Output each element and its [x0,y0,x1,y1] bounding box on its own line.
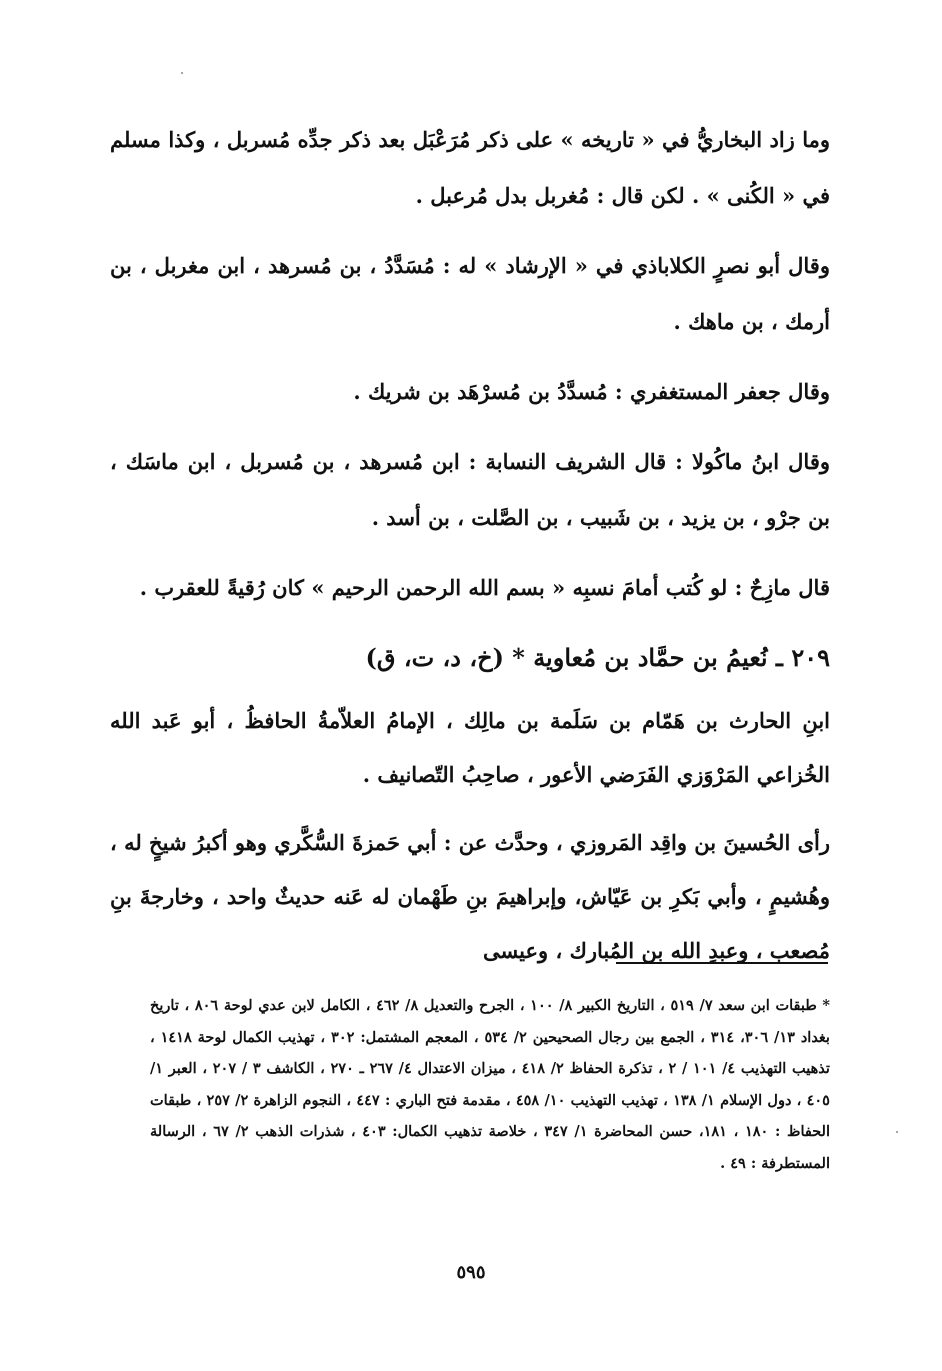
footnote-sources: * طبقات ابن سعد ٧/ ٥١٩ ، التاريخ الكبير ٨/ ١٠٠ ، الجرح والتعديل ٨/ ٤٦٢ ، الكامل لابن عدي لوحة ٨٠٦ ، تاريخ بغداد ١٣/ ٣٠٦، ٣١٤ ، الجمع بين رجال الصحيحين ٢/ ٥٣٤ ، المعجم المشتمل: ٣٠٢ ، تهذيب الكمال لوحة ١٤١٨ ، تذهيب التهذيب ٤/ ١٠١ / ٢ ، تذكرة الحفاظ ٢/ ٤١٨ ، ميزان الاعتدال ٤/ ٢٦٧ ـ ٢٧٠ ، الكاشف ٣ / ٢٠٧ ، العبر ١/ ٤٠٥ ، دول الإسلام ١/ ١٣٨ ، تهذيب التهذيب ١٠/ ٤٥٨ ، مقدمة فتح الباري : ٤٤٧ ، النجوم الزاهرة ٢/ ٢٥٧ ، طبقات الحفاظ : ١٨٠ ، ١٨١، حسن المحاضرة ١/ ٣٤٧ ، خلاصة تذهيب الكمال: ٤٠٣ ، شذرات الذهب ٢/ ٦٧ ، الرسالة المستطرفة : ٤٩ . [150,997,830,1172]
paragraph-bukhari-note: وما زاد البخاريُّ في « تاريخه » على ذكر مُرَعْبَل بعد ذكر جدِّه مُسربل ، وكذا مسلم في « الكُنى » . لكن قال : مُغربل بدل مُرعبل . [110,127,830,208]
entry-teachers-paragraph: رأى الحُسينَ بن واقِد المَروزي ، وحدَّث عن : أبي حَمزةَ السُّكَّري وهو أكبرُ شيخٍ له ، وهُشيمٍ ، وأبي بَكرِ بن عَيّاش، وإبراهيمَ بنِ طَهْمان له عَنه حديثٌ واحد ، وخارجةَ بنِ مُصعب ، وعبدِ الله بن المُبارك ، وعيسى [110,830,830,963]
entry-lineage-paragraph: ابنِ الحارث بن هَمّام بن سَلَمة بن مالِك ، الإمامُ العلاّمةُ الحافظُ ، أبو عَبد الله الخُزاعي المَرْوَزي الفَرَضي الأعور ، صاحِبُ التّصانيف . [110,708,830,787]
page-number: ٥٩٥ [456,1262,486,1283]
paragraph-kalabadhi-note: وقال أبو نصرٍ الكلاباذي في « الإرشاد » له : مُسَدَّدُ ، بن مُسرهد ، ابن مغربل ، بن أرمك ، بن ماهك . [110,253,830,334]
paragraph-joke-note: قال مازِحٌ : لو كُتب أمامَ نسبِه « بسم الله الرحمن الرحيم » كان رُقيةً للعقرب . [139,575,830,600]
entry-heading: ٢٠٩ ـ نُعيمُ بن حمَّاد بن مُعاوية * (خ، د، ت، ق) [365,643,830,672]
footnote-divider [616,962,828,964]
paragraph-mustaghfiri-note: وقال جعفر المستغفري : مُسدَّدُ بن مُسرْهَد بن شريك . [353,379,830,404]
scan-speck [181,72,183,74]
main-text-block [110,112,830,992]
scan-speck [896,1131,898,1133]
paragraph-ibn-makula-note: وقال ابنُ ماكُولا : قال الشريف النسابة : ابن مُسرهد ، بن مُسربل ، ابن ماسَك ، بن جرْو ، بن يزيد ، بن شَبيب ، بن الصَّلت ، بن أسد . [110,449,830,530]
